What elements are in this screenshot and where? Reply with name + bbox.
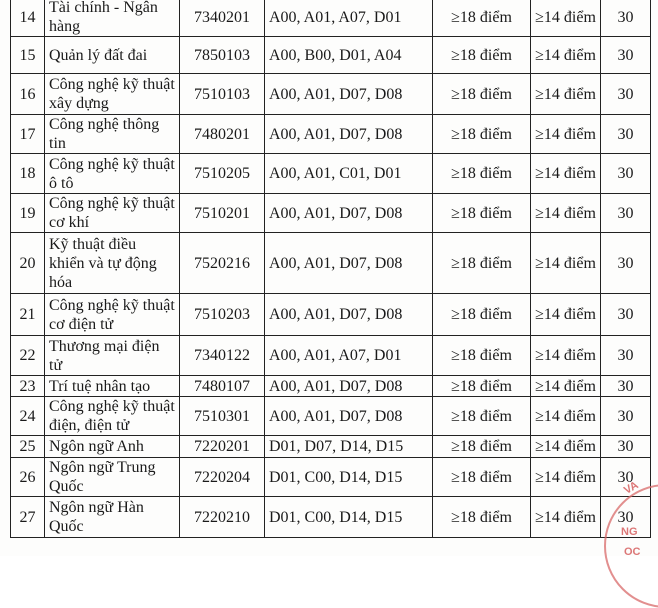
- program-name-cell: Công nghệ kỹ thuật điện, điện tử: [45, 397, 180, 436]
- min-score-secondary-cell: ≥14 điểm: [531, 336, 601, 376]
- table-body: [11, 0, 651, 538]
- row-number-cell: 19: [11, 194, 45, 233]
- min-score-secondary-cell: ≥14 điểm: [531, 436, 601, 458]
- table-row: [11, 233, 651, 294]
- program-code-cell: 7510103: [180, 74, 265, 115]
- program-name-cell: Quản lý đất đai: [45, 37, 180, 74]
- program-code-cell: 7510301: [180, 397, 265, 436]
- table-row: [11, 37, 651, 74]
- min-score-secondary-cell: ≥14 điểm: [531, 458, 601, 497]
- row-number-cell: 22: [11, 336, 45, 376]
- program-name-cell: Công nghệ kỹ thuật cơ khí: [45, 194, 180, 233]
- subject-combos-cell: A00, B00, D01, A04: [265, 37, 433, 74]
- subject-combos-cell: A00, A01, D07, D08: [265, 294, 433, 336]
- table-row: [11, 74, 651, 115]
- program-name-cell: Tài chính - Ngân hàng: [45, 0, 180, 37]
- min-score-cell: ≥18 điểm: [433, 294, 531, 336]
- min-score-secondary-cell: ≥14 điểm: [531, 233, 601, 294]
- quota-cell: 30: [601, 376, 651, 397]
- table-row: [11, 115, 651, 154]
- stamp-text-bottom: OC: [624, 546, 641, 558]
- row-number-cell: 14: [11, 0, 45, 37]
- program-code-cell: 7220204: [180, 458, 265, 497]
- row-number-cell: 18: [11, 154, 45, 194]
- quota-cell: 30: [601, 294, 651, 336]
- min-score-cell: ≥18 điểm: [433, 376, 531, 397]
- min-score-cell: ≥18 điểm: [433, 336, 531, 376]
- table-row: [11, 154, 651, 194]
- program-name-cell: Thương mại điện tử: [45, 336, 180, 376]
- subject-combos-cell: A00, A01, D07, D08: [265, 115, 433, 154]
- row-number-cell: 15: [11, 37, 45, 74]
- subject-combos-cell: A00, A01, C01, D01: [265, 154, 433, 194]
- admissions-table: [10, 0, 651, 538]
- subject-combos-cell: D01, D07, D14, D15: [265, 436, 433, 458]
- subject-combos-cell: A00, A01, D07, D08: [265, 233, 433, 294]
- min-score-secondary-cell: ≥14 điểm: [531, 397, 601, 436]
- program-name-cell: Ngôn ngữ Anh: [45, 436, 180, 458]
- min-score-secondary-cell: ≥14 điểm: [531, 154, 601, 194]
- program-code-cell: 7340201: [180, 0, 265, 37]
- min-score-cell: ≥18 điểm: [433, 74, 531, 115]
- table-row: [11, 376, 651, 397]
- table-row: [11, 397, 651, 436]
- table-row: [11, 458, 651, 497]
- subject-combos-cell: A00, A01, D07, D08: [265, 194, 433, 233]
- min-score-secondary-cell: ≥14 điểm: [531, 0, 601, 37]
- quota-cell: 30: [601, 397, 651, 436]
- min-score-cell: ≥18 điểm: [433, 497, 531, 538]
- program-name-cell: Công nghệ kỹ thuật xây dựng: [45, 74, 180, 115]
- quota-cell: 30: [601, 74, 651, 115]
- table-row: [11, 294, 651, 336]
- quota-cell: 30: [601, 0, 651, 37]
- subject-combos-cell: A00, A01, D07, D08: [265, 74, 433, 115]
- quota-cell: 30: [601, 37, 651, 74]
- program-code-cell: 7340122: [180, 336, 265, 376]
- row-number-cell: 20: [11, 233, 45, 294]
- row-number-cell: 16: [11, 74, 45, 115]
- quota-cell: 30: [601, 233, 651, 294]
- program-name-cell: Công nghệ thông tin: [45, 115, 180, 154]
- row-number-cell: 24: [11, 397, 45, 436]
- min-score-secondary-cell: ≥14 điểm: [531, 115, 601, 154]
- program-code-cell: 7220210: [180, 497, 265, 538]
- quota-cell: 30: [601, 436, 651, 458]
- table-row: [11, 0, 651, 37]
- row-number-cell: 27: [11, 497, 45, 538]
- subject-combos-cell: D01, C00, D14, D15: [265, 458, 433, 497]
- table-row: [11, 497, 651, 538]
- min-score-cell: ≥18 điểm: [433, 458, 531, 497]
- quota-cell: 30: [601, 115, 651, 154]
- program-code-cell: 7520216: [180, 233, 265, 294]
- quota-cell: 30: [601, 497, 651, 538]
- min-score-cell: ≥18 điểm: [433, 397, 531, 436]
- subject-combos-cell: D01, C00, D14, D15: [265, 497, 433, 538]
- subject-combos-cell: A00, A01, A07, D01: [265, 336, 433, 376]
- row-number-cell: 25: [11, 436, 45, 458]
- program-name-cell: Ngôn ngữ Hàn Quốc: [45, 497, 180, 538]
- min-score-cell: ≥18 điểm: [433, 115, 531, 154]
- row-number-cell: 26: [11, 458, 45, 497]
- table-row: [11, 194, 651, 233]
- quota-cell: 30: [601, 458, 651, 497]
- min-score-secondary-cell: ≥14 điểm: [531, 194, 601, 233]
- quota-cell: 30: [601, 194, 651, 233]
- program-code-cell: 7510201: [180, 194, 265, 233]
- quota-cell: 30: [601, 336, 651, 376]
- min-score-secondary-cell: ≥14 điểm: [531, 74, 601, 115]
- min-score-secondary-cell: ≥14 điểm: [531, 497, 601, 538]
- subject-combos-cell: A00, A01, A07, D01: [265, 0, 433, 37]
- quota-cell: 30: [601, 154, 651, 194]
- table-row: [11, 436, 651, 458]
- program-code-cell: 7220201: [180, 436, 265, 458]
- stamp-text-middle: NG: [621, 526, 638, 538]
- min-score-cell: ≥18 điểm: [433, 0, 531, 37]
- min-score-cell: ≥18 điểm: [433, 194, 531, 233]
- subject-combos-cell: A00, A01, D07, D08: [265, 397, 433, 436]
- stamp-text-top: VA: [621, 479, 641, 497]
- program-code-cell: 7510205: [180, 154, 265, 194]
- min-score-cell: ≥18 điểm: [433, 154, 531, 194]
- program-name-cell: Kỹ thuật điều khiển và tự động hóa: [45, 233, 180, 294]
- program-code-cell: 7480107: [180, 376, 265, 397]
- program-code-cell: 7480201: [180, 115, 265, 154]
- min-score-secondary-cell: ≥14 điểm: [531, 37, 601, 74]
- min-score-secondary-cell: ≥14 điểm: [531, 294, 601, 336]
- row-number-cell: 17: [11, 115, 45, 154]
- program-name-cell: Công nghệ kỹ thuật ô tô: [45, 154, 180, 194]
- program-name-cell: Công nghệ kỹ thuật cơ điện tử: [45, 294, 180, 336]
- min-score-secondary-cell: ≥14 điểm: [531, 376, 601, 397]
- program-code-cell: 7850103: [180, 37, 265, 74]
- row-number-cell: 23: [11, 376, 45, 397]
- table-row: [11, 336, 651, 376]
- min-score-cell: ≥18 điểm: [433, 436, 531, 458]
- program-name-cell: Ngôn ngữ Trung Quốc: [45, 458, 180, 497]
- min-score-cell: ≥18 điểm: [433, 37, 531, 74]
- row-number-cell: 21: [11, 294, 45, 336]
- program-code-cell: 7510203: [180, 294, 265, 336]
- min-score-cell: ≥18 điểm: [433, 233, 531, 294]
- subject-combos-cell: A00, A01, D07, D08: [265, 376, 433, 397]
- program-name-cell: Trí tuệ nhân tạo: [45, 376, 180, 397]
